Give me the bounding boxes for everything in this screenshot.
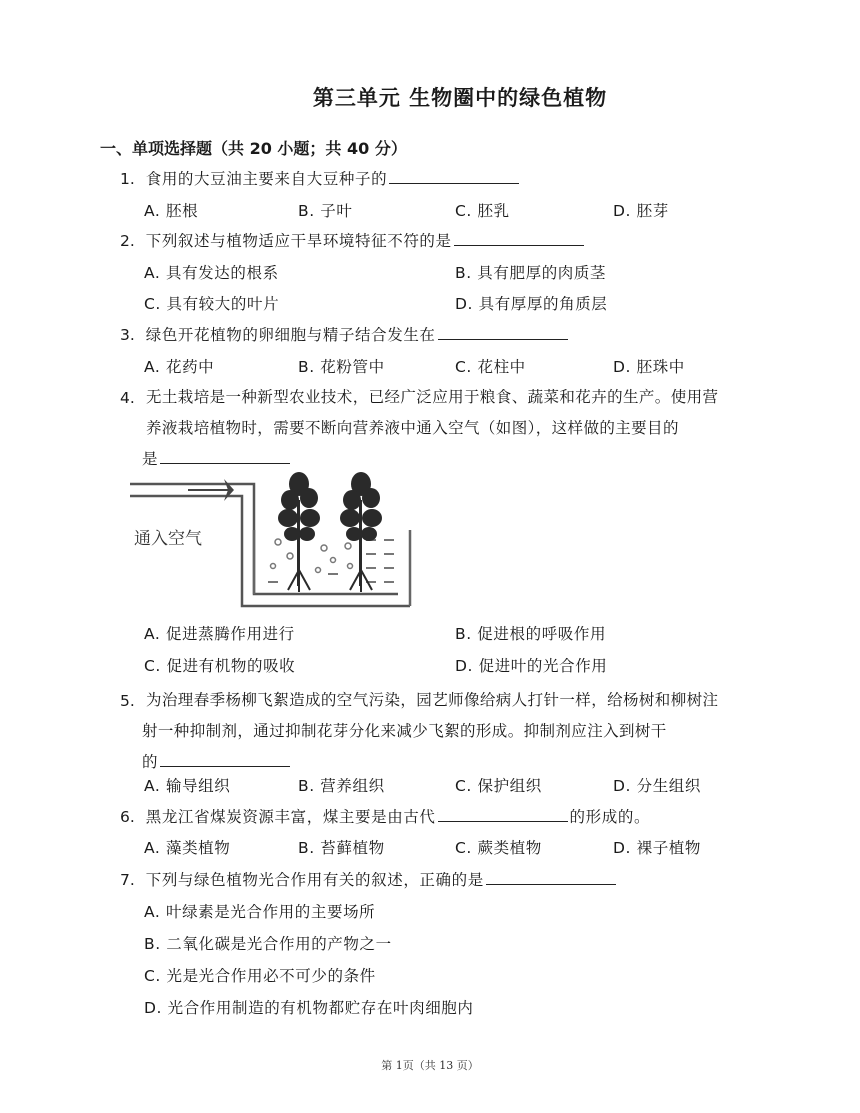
option-b[interactable]: B. 具有肥厚的肉质茎 <box>455 264 607 282</box>
option-b[interactable]: B. 子叶 <box>298 202 353 220</box>
option-d[interactable]: D. 分生组织 <box>613 777 701 795</box>
option-a[interactable]: A. 花药中 <box>144 358 215 376</box>
question-4-number: 4. <box>120 389 135 407</box>
question-5-number: 5. <box>120 692 135 710</box>
question-6 <box>120 806 650 828</box>
question-text: 射一种抑制剂，通过抑制花芽分化来减少飞絮的形成。抑制剂应注入到树干 <box>142 722 667 740</box>
option-d[interactable]: D. 光合作用制造的有机物都贮存在叶肉细胞内 <box>144 999 474 1017</box>
question-number: 7. <box>120 871 135 889</box>
question-number: 3. <box>120 326 135 344</box>
page-title: 第三单元 生物圈中的绿色植物 <box>312 86 608 110</box>
question-text: 养液栽培植物时，需要不断向营养液中通入空气（如图），这样做的主要目的 <box>146 419 679 437</box>
section-heading: 一、单项选择题（共 20 小题；共 40 分） <box>100 139 407 158</box>
option-b[interactable]: B. 促进根的呼吸作用 <box>455 625 607 643</box>
option-d[interactable]: D. 具有厚厚的角质层 <box>455 295 608 313</box>
hydroponics-figure <box>128 470 448 614</box>
option-c[interactable]: C. 促进有机物的吸收 <box>144 657 296 675</box>
option-c[interactable]: C. 花柱中 <box>455 358 526 376</box>
question-number: 6. <box>120 808 135 826</box>
option-b[interactable]: B. 花粉管中 <box>298 358 385 376</box>
question-7 <box>120 869 616 891</box>
option-c[interactable]: C. 光是光合作用必不可少的条件 <box>144 967 376 985</box>
question-text: 绿色开花植物的卵细胞与精子结合发生在 <box>145 326 436 344</box>
option-b[interactable]: B. 苔藓植物 <box>298 839 385 857</box>
option-a[interactable]: A. 具有发达的根系 <box>144 264 279 282</box>
option-b[interactable]: B. 二氧化碳是光合作用的产物之一 <box>144 935 392 953</box>
plant-icon <box>340 472 382 592</box>
answer-blank[interactable] <box>438 807 568 822</box>
answer-blank[interactable] <box>486 870 616 885</box>
question-number: 1. <box>120 170 135 188</box>
plant-icon <box>278 472 320 592</box>
answer-blank[interactable] <box>438 325 568 340</box>
question-5 <box>120 685 768 778</box>
question-1 <box>120 168 519 190</box>
option-a[interactable]: A. 输导组织 <box>144 777 231 795</box>
option-d[interactable]: D. 胚芽 <box>613 202 669 220</box>
option-b[interactable]: B. 营养组织 <box>298 777 385 795</box>
option-c[interactable]: C. 蕨类植物 <box>455 839 542 857</box>
option-c[interactable]: C. 具有较大的叶片 <box>144 295 280 313</box>
question-2 <box>120 230 584 252</box>
question-text: 为治理春季杨柳飞絮造成的空气污染，园艺师像给病人打针一样，给杨树和柳树注 <box>146 691 719 709</box>
question-4 <box>120 382 768 475</box>
option-a[interactable]: A. 促进蒸腾作用进行 <box>144 625 295 643</box>
question-text: 无土栽培是一种新型农业技术，已经广泛应用于粮食、蔬菜和花卉的生产。使用营 <box>146 388 719 406</box>
option-a[interactable]: A. 藻类植物 <box>144 839 231 857</box>
figure-label: 通入空气 <box>134 529 202 549</box>
option-c[interactable]: C. 保护组织 <box>455 777 542 795</box>
question-text: 下列叙述与植物适应干旱环境特征不符的是 <box>145 232 452 250</box>
page-footer: 第 1页（共 13 页） <box>381 1059 479 1072</box>
answer-blank[interactable] <box>160 752 290 767</box>
answer-blank[interactable] <box>160 449 290 464</box>
answer-blank[interactable] <box>454 231 584 246</box>
question-text: 食用的大豆油主要来自大豆种子的 <box>145 170 388 188</box>
option-c[interactable]: C. 胚乳 <box>455 202 510 220</box>
question-text: 黑龙江省煤炭资源丰富，煤主要是由古代 <box>145 808 436 826</box>
option-a[interactable]: A. 胚根 <box>144 202 199 220</box>
question-3 <box>120 324 568 346</box>
question-text: 的 <box>142 753 158 771</box>
question-number: 2. <box>120 232 135 250</box>
option-a[interactable]: A. 叶绿素是光合作用的主要场所 <box>144 903 376 921</box>
question-text: 的形成的。 <box>569 808 651 826</box>
question-text: 下列与绿色植物光合作用有关的叙述，正确的是 <box>145 871 484 889</box>
option-d[interactable]: D. 裸子植物 <box>613 839 701 857</box>
question-text: 是 <box>142 450 158 468</box>
option-d[interactable]: D. 促进叶的光合作用 <box>455 657 608 675</box>
answer-blank[interactable] <box>389 169 519 184</box>
option-d[interactable]: D. 胚珠中 <box>613 358 685 376</box>
